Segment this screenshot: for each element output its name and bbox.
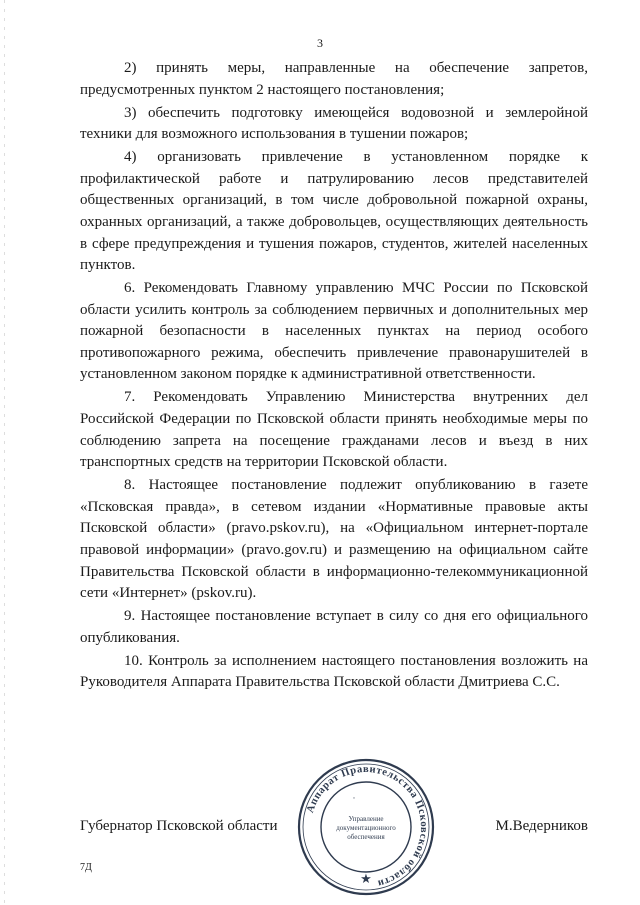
signer-name: М.Ведерников [495, 818, 588, 834]
paragraph-clause-9: 9. Настоящее постановление вступает в силу со дня его официального опубликования. [80, 608, 588, 646]
page-number: 3 [317, 36, 323, 50]
official-seal [296, 757, 436, 897]
seal-center-line-2: документационного [336, 824, 396, 832]
paragraph-clause-8: 8. Настоящее постановление подлежит опубликованию в газете «Псковская правда», в сетевом издании «Нормативные правовые акты Псковской области» (pravo.pskov.ru), на «Официальном интернет-портале правовой информации» (pravo.gov.ru) и размещению на официальном сайте Правительства Псковской области в информационно-телекоммуникационной сети «Интернет» (pskov.ru). [80, 477, 588, 602]
paragraph-item-4: 4) организовать привлечение в установленном порядке к профилактической работе и патрулированию лесов представителей общественных организаций, в том числе добровольной пожарной охраны, охранных организаций, а также добровольцев, осуществляющих деятельность в сфере предупреждения и тушения пожаров, студентов, жителей населенных пунктов. [80, 149, 588, 274]
paragraph-clause-10: 10. Контроль за исполнением настоящего постановления возложить на Руководителя Аппарата Правительства Псковской области Дмитриева С.С. [80, 652, 588, 691]
paragraph-clause-7: 7. Рекомендовать Управлению Министерства внутренних дел Российской Федерации по Псковской области принять необходимые меры по соблюдению запрета на посещение гражданами лесов и въезд в них транспортных средств на территории Псковской области. [80, 389, 588, 471]
paragraph-clause-6: 6. Рекомендовать Главному управлению МЧС России по Псковской области усилить контроль за соблюдением первичных и дополнительных мер пожарной безопасности в населенных пунктах на период особого противопожарного режима, обеспечить привлечение правонарушителей в установленном законом порядке к административной ответственности. [80, 280, 588, 383]
paragraph-item-3: 3) обеспечить подготовку имеющейся водовозной и землеройной техники для возможного использования в тушении пожаров; [80, 104, 588, 143]
seal-center-line-1: Управление [348, 815, 384, 823]
paragraph-item-2: 2) принять меры, направленные на обеспечение запретов, предусмотренных пунктом 2 настоящего постановления; [80, 60, 588, 98]
footer-code: 7Д [80, 862, 92, 873]
seal-mark-icon: · [352, 793, 356, 803]
scan-edge-mark [4, 0, 5, 905]
signer-title: Губернатор Псковской области [80, 818, 278, 834]
document-body [80, 58, 588, 695]
seal-ring-textpath: Аппарат Правительства Псковской области [304, 763, 430, 889]
seal-center-line-3: обеспечения [347, 833, 385, 841]
seal-star-icon: ★ [360, 871, 372, 886]
